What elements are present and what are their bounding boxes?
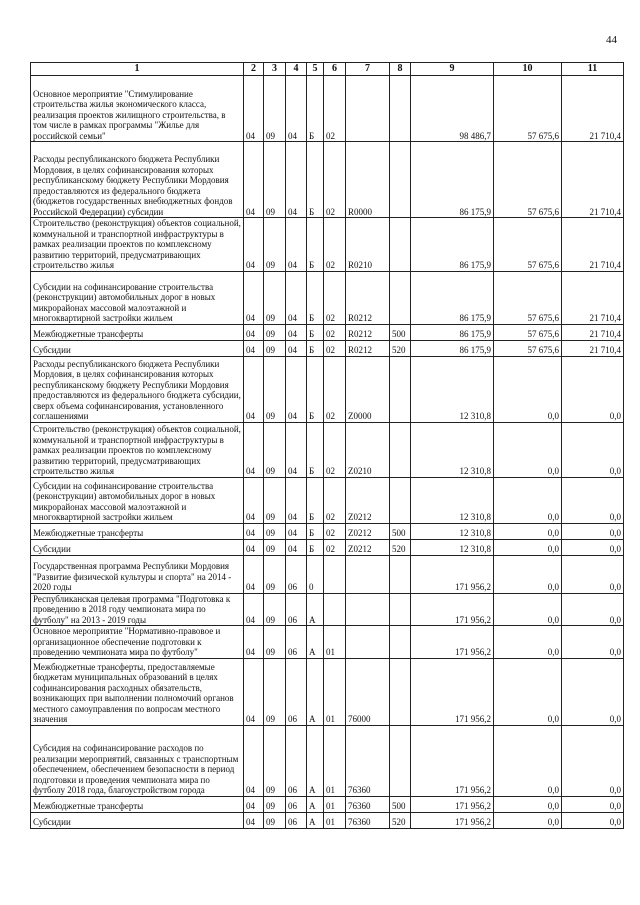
code-col-7: R0212 bbox=[346, 324, 390, 340]
code-col-8: 520 bbox=[390, 340, 411, 356]
amount-col-10: 0,0 bbox=[494, 422, 562, 477]
row-name: Субсидии на софинансирование строительства (реконструкции) автомобильных дорог в новых микрорайонах массовой малоэтажной и многоквартирной застройки жильем bbox=[31, 271, 244, 324]
code-col-4: 04 bbox=[286, 324, 307, 340]
code-col-2: 04 bbox=[244, 555, 264, 593]
code-col-3: 09 bbox=[264, 626, 286, 659]
code-col-8 bbox=[390, 626, 411, 659]
code-col-6: 01 bbox=[324, 725, 346, 796]
amount-col-11: 0,0 bbox=[562, 422, 624, 477]
budget-table bbox=[30, 62, 624, 829]
code-col-3: 09 bbox=[264, 324, 286, 340]
code-col-2: 04 bbox=[244, 725, 264, 796]
column-header-3: 3 bbox=[264, 63, 286, 76]
code-col-3: 09 bbox=[264, 555, 286, 593]
code-col-5: Б bbox=[307, 356, 324, 422]
code-col-7: R0000 bbox=[346, 142, 390, 218]
code-col-6: 01 bbox=[324, 626, 346, 659]
code-col-7: Z0210 bbox=[346, 422, 390, 477]
code-col-3: 09 bbox=[264, 142, 286, 218]
row-name: Субсидия на софинансирование расходов по реализации мероприятий, связанных с транспортным обеспечением, обеспечением безопасности в период подготовки и проведения чемпионата мира по футболу 2018 года, благоустройством города bbox=[31, 725, 244, 796]
column-header-6: 6 bbox=[324, 63, 346, 76]
code-col-5: Б bbox=[307, 340, 324, 356]
code-col-4: 04 bbox=[286, 271, 307, 324]
header-row bbox=[31, 63, 624, 76]
amount-col-11: 0,0 bbox=[562, 593, 624, 626]
row-name: Межбюджетные трансферты bbox=[31, 796, 244, 812]
code-col-7: 76360 bbox=[346, 812, 390, 828]
column-header-1: 1 bbox=[31, 63, 244, 76]
amount-col-9: 171 956,2 bbox=[411, 626, 494, 659]
table-row bbox=[31, 422, 624, 477]
code-col-8 bbox=[390, 218, 411, 272]
code-col-2: 04 bbox=[244, 356, 264, 422]
code-col-2: 04 bbox=[244, 812, 264, 828]
code-col-3: 09 bbox=[264, 340, 286, 356]
code-col-6: 01 bbox=[324, 658, 346, 725]
amount-col-11: 21 710,4 bbox=[562, 142, 624, 218]
amount-col-9: 171 956,2 bbox=[411, 796, 494, 812]
code-col-4: 06 bbox=[286, 555, 307, 593]
code-col-7: Z0000 bbox=[346, 356, 390, 422]
column-header-5: 5 bbox=[307, 63, 324, 76]
row-name: Межбюджетные трансферты bbox=[31, 523, 244, 539]
amount-col-9: 171 956,2 bbox=[411, 658, 494, 725]
amount-col-9: 86 175,9 bbox=[411, 340, 494, 356]
code-col-5: Б bbox=[307, 218, 324, 272]
code-col-6: 02 bbox=[324, 523, 346, 539]
amount-col-11: 0,0 bbox=[562, 539, 624, 555]
code-col-5: А bbox=[307, 593, 324, 626]
code-col-3: 09 bbox=[264, 593, 286, 626]
amount-col-10: 57 675,6 bbox=[494, 142, 562, 218]
code-col-3: 09 bbox=[264, 523, 286, 539]
code-col-8 bbox=[390, 422, 411, 477]
code-col-2: 04 bbox=[244, 340, 264, 356]
code-col-5: Б bbox=[307, 477, 324, 523]
amount-col-9: 98 486,7 bbox=[411, 76, 494, 142]
code-col-8 bbox=[390, 725, 411, 796]
code-col-6: 02 bbox=[324, 218, 346, 272]
table-row bbox=[31, 796, 624, 812]
code-col-6: 01 bbox=[324, 796, 346, 812]
code-col-5: Б bbox=[307, 76, 324, 142]
code-col-7: R0212 bbox=[346, 340, 390, 356]
code-col-5: А bbox=[307, 658, 324, 725]
amount-col-10: 57 675,6 bbox=[494, 324, 562, 340]
amount-col-11: 0,0 bbox=[562, 796, 624, 812]
code-col-4: 06 bbox=[286, 658, 307, 725]
code-col-4: 06 bbox=[286, 796, 307, 812]
table-row bbox=[31, 271, 624, 324]
code-col-3: 09 bbox=[264, 271, 286, 324]
code-col-7: Z0212 bbox=[346, 477, 390, 523]
column-header-2: 2 bbox=[244, 63, 264, 76]
amount-col-10: 0,0 bbox=[494, 539, 562, 555]
table-row bbox=[31, 812, 624, 828]
code-col-2: 04 bbox=[244, 477, 264, 523]
code-col-7: 76360 bbox=[346, 725, 390, 796]
amount-col-11: 21 710,4 bbox=[562, 340, 624, 356]
table-row bbox=[31, 626, 624, 659]
amount-col-11: 0,0 bbox=[562, 523, 624, 539]
amount-col-10: 57 675,6 bbox=[494, 271, 562, 324]
amount-col-9: 12 310,8 bbox=[411, 356, 494, 422]
amount-col-11: 0,0 bbox=[562, 555, 624, 593]
code-col-5: А bbox=[307, 725, 324, 796]
code-col-4: 06 bbox=[286, 626, 307, 659]
table-row bbox=[31, 324, 624, 340]
code-col-6 bbox=[324, 555, 346, 593]
row-name: Расходы республиканского бюджета Республики Мордовия, в целях софинансирования которых республиканскому бюджету Республики Мордовия предоставляются из федерального бюджета (бюджетов государственных внебюджетных фондов Российской Федерации) субсидии bbox=[31, 142, 244, 218]
amount-col-11: 0,0 bbox=[562, 477, 624, 523]
code-col-5: А bbox=[307, 796, 324, 812]
table-row bbox=[31, 76, 624, 142]
code-col-4: 04 bbox=[286, 356, 307, 422]
table-row bbox=[31, 539, 624, 555]
code-col-7: R0212 bbox=[346, 271, 390, 324]
amount-col-9: 12 310,8 bbox=[411, 422, 494, 477]
code-col-4: 04 bbox=[286, 523, 307, 539]
code-col-3: 09 bbox=[264, 218, 286, 272]
amount-col-10: 0,0 bbox=[494, 555, 562, 593]
amount-col-9: 12 310,8 bbox=[411, 539, 494, 555]
code-col-4: 04 bbox=[286, 142, 307, 218]
amount-col-11: 21 710,4 bbox=[562, 271, 624, 324]
code-col-2: 04 bbox=[244, 218, 264, 272]
code-col-3: 09 bbox=[264, 76, 286, 142]
code-col-2: 04 bbox=[244, 271, 264, 324]
code-col-5: Б bbox=[307, 523, 324, 539]
table-row bbox=[31, 555, 624, 593]
amount-col-9: 171 956,2 bbox=[411, 725, 494, 796]
row-name: Расходы республиканского бюджета Республики Мордовия, в целях софинансирования которых республиканскому бюджету Республики Мордовия предоставляются из федерального бюджета субсидии, сверх объема софинансирования, установленного соглашениями bbox=[31, 356, 244, 422]
code-col-8: 500 bbox=[390, 324, 411, 340]
code-col-5: Б bbox=[307, 142, 324, 218]
amount-col-10: 0,0 bbox=[494, 356, 562, 422]
code-col-7: Z0212 bbox=[346, 539, 390, 555]
amount-col-9: 86 175,9 bbox=[411, 324, 494, 340]
code-col-7 bbox=[346, 626, 390, 659]
code-col-8: 500 bbox=[390, 523, 411, 539]
code-col-2: 04 bbox=[244, 593, 264, 626]
row-name: Республиканская целевая программа "Подготовка к проведению в 2018 году чемпионата мира по футболу" на 2013 - 2019 годы bbox=[31, 593, 244, 626]
code-col-5: Б bbox=[307, 324, 324, 340]
code-col-7: Z0212 bbox=[346, 523, 390, 539]
row-name: Строительство (реконструкция) объектов социальной, коммунальной и транспортной инфраструктуры в рамках реализации проектов по комплексному развитию территорий, предусматривающих строительство жилья bbox=[31, 422, 244, 477]
code-col-6: 02 bbox=[324, 271, 346, 324]
column-header-11: 11 bbox=[562, 63, 624, 76]
amount-col-11: 0,0 bbox=[562, 812, 624, 828]
code-col-7 bbox=[346, 76, 390, 142]
code-col-7 bbox=[346, 555, 390, 593]
amount-col-9: 171 956,2 bbox=[411, 593, 494, 626]
amount-col-9: 12 310,8 bbox=[411, 523, 494, 539]
code-col-7 bbox=[346, 593, 390, 626]
amount-col-11: 21 710,4 bbox=[562, 76, 624, 142]
table-row bbox=[31, 523, 624, 539]
row-name: Субсидии на софинансирование строительства (реконструкции) автомобильных дорог в новых микрорайонах массовой малоэтажной и многоквартирной застройки жильем bbox=[31, 477, 244, 523]
amount-col-9: 171 956,2 bbox=[411, 555, 494, 593]
code-col-8 bbox=[390, 658, 411, 725]
code-col-5: А bbox=[307, 626, 324, 659]
table-row bbox=[31, 725, 624, 796]
code-col-8: 500 bbox=[390, 796, 411, 812]
code-col-2: 04 bbox=[244, 658, 264, 725]
code-col-2: 04 bbox=[244, 324, 264, 340]
row-name: Межбюджетные трансферты, предоставляемые бюджетам муниципальных образований в целях софинансирования расходных обязательств, возникающих при выполнении полномочий органов местного самоуправления по вопросам местного значения bbox=[31, 658, 244, 725]
code-col-6: 02 bbox=[324, 324, 346, 340]
table-row bbox=[31, 218, 624, 272]
amount-col-11: 0,0 bbox=[562, 658, 624, 725]
code-col-4: 06 bbox=[286, 593, 307, 626]
code-col-2: 04 bbox=[244, 539, 264, 555]
code-col-4: 04 bbox=[286, 340, 307, 356]
code-col-8 bbox=[390, 356, 411, 422]
code-col-4: 06 bbox=[286, 812, 307, 828]
table-row bbox=[31, 340, 624, 356]
code-col-7: 76000 bbox=[346, 658, 390, 725]
code-col-4: 04 bbox=[286, 539, 307, 555]
code-col-8 bbox=[390, 76, 411, 142]
code-col-6: 02 bbox=[324, 539, 346, 555]
column-header-10: 10 bbox=[494, 63, 562, 76]
code-col-3: 09 bbox=[264, 725, 286, 796]
code-col-3: 09 bbox=[264, 422, 286, 477]
amount-col-11: 0,0 bbox=[562, 356, 624, 422]
column-header-4: 4 bbox=[286, 63, 307, 76]
page-number: 44 bbox=[606, 34, 617, 46]
amount-col-10: 0,0 bbox=[494, 523, 562, 539]
code-col-2: 04 bbox=[244, 422, 264, 477]
code-col-8: 520 bbox=[390, 539, 411, 555]
code-col-2: 04 bbox=[244, 76, 264, 142]
code-col-3: 09 bbox=[264, 539, 286, 555]
code-col-8 bbox=[390, 555, 411, 593]
amount-col-11: 21 710,4 bbox=[562, 218, 624, 272]
amount-col-10: 0,0 bbox=[494, 658, 562, 725]
row-name: Основное мероприятие "Стимулирование строительства жилья экономического класса, реализация проектов жилищного строительства, в том числе в рамках программы "Жилье для российской семьи" bbox=[31, 76, 244, 142]
row-name: Основное мероприятие "Нормативно-правовое и организационное обеспечение подготовки к проведению чемпионата мира по футболу" bbox=[31, 626, 244, 659]
code-col-4: 06 bbox=[286, 725, 307, 796]
code-col-8 bbox=[390, 593, 411, 626]
code-col-5: Б bbox=[307, 271, 324, 324]
code-col-5: Б bbox=[307, 539, 324, 555]
code-col-4: 04 bbox=[286, 422, 307, 477]
table-body bbox=[31, 76, 624, 829]
code-col-5: Б bbox=[307, 422, 324, 477]
code-col-2: 04 bbox=[244, 142, 264, 218]
code-col-2: 04 bbox=[244, 626, 264, 659]
code-col-4: 04 bbox=[286, 218, 307, 272]
table-row bbox=[31, 356, 624, 422]
code-col-8 bbox=[390, 477, 411, 523]
code-col-6: 02 bbox=[324, 477, 346, 523]
amount-col-10: 0,0 bbox=[494, 626, 562, 659]
amount-col-10: 57 675,6 bbox=[494, 218, 562, 272]
code-col-7: R0210 bbox=[346, 218, 390, 272]
amount-col-10: 57 675,6 bbox=[494, 340, 562, 356]
code-col-4: 04 bbox=[286, 477, 307, 523]
table-row bbox=[31, 142, 624, 218]
amount-col-9: 171 956,2 bbox=[411, 812, 494, 828]
code-col-6: 02 bbox=[324, 340, 346, 356]
code-col-4: 04 bbox=[286, 76, 307, 142]
code-col-5: А bbox=[307, 812, 324, 828]
amount-col-10: 0,0 bbox=[494, 796, 562, 812]
code-col-8: 520 bbox=[390, 812, 411, 828]
code-col-3: 09 bbox=[264, 796, 286, 812]
code-col-6 bbox=[324, 593, 346, 626]
code-col-5: 0 bbox=[307, 555, 324, 593]
column-header-7: 7 bbox=[346, 63, 390, 76]
row-name: Межбюджетные трансферты bbox=[31, 324, 244, 340]
row-name: Государственная программа Республики Мордовия "Развитие физической культуры и спорта" на 2014 - 2020 годы bbox=[31, 555, 244, 593]
amount-col-11: 21 710,4 bbox=[562, 324, 624, 340]
code-col-6: 01 bbox=[324, 812, 346, 828]
code-col-3: 09 bbox=[264, 477, 286, 523]
code-col-8 bbox=[390, 142, 411, 218]
row-name: Субсидии bbox=[31, 812, 244, 828]
code-col-3: 09 bbox=[264, 658, 286, 725]
table-row bbox=[31, 477, 624, 523]
amount-col-9: 86 175,9 bbox=[411, 271, 494, 324]
code-col-2: 04 bbox=[244, 796, 264, 812]
code-col-6: 02 bbox=[324, 142, 346, 218]
row-name: Субсидии bbox=[31, 340, 244, 356]
amount-col-10: 0,0 bbox=[494, 812, 562, 828]
table-row bbox=[31, 658, 624, 725]
amount-col-9: 86 175,9 bbox=[411, 142, 494, 218]
amount-col-9: 12 310,8 bbox=[411, 477, 494, 523]
column-header-8: 8 bbox=[390, 63, 411, 76]
code-col-3: 09 bbox=[264, 356, 286, 422]
code-col-8 bbox=[390, 271, 411, 324]
code-col-7: 76360 bbox=[346, 796, 390, 812]
amount-col-10: 57 675,6 bbox=[494, 76, 562, 142]
code-col-2: 04 bbox=[244, 523, 264, 539]
amount-col-11: 0,0 bbox=[562, 626, 624, 659]
amount-col-10: 0,0 bbox=[494, 725, 562, 796]
amount-col-10: 0,0 bbox=[494, 477, 562, 523]
column-header-9: 9 bbox=[411, 63, 494, 76]
table-row bbox=[31, 593, 624, 626]
code-col-6: 02 bbox=[324, 76, 346, 142]
amount-col-9: 86 175,9 bbox=[411, 218, 494, 272]
row-name: Субсидии bbox=[31, 539, 244, 555]
code-col-6: 02 bbox=[324, 422, 346, 477]
code-col-6: 02 bbox=[324, 356, 346, 422]
row-name: Строительство (реконструкция) объектов социальной, коммунальной и транспортной инфраструктуры в рамках реализации проектов по комплексному развитию территорий, предусматривающих строительство жилья bbox=[31, 218, 244, 272]
amount-col-11: 0,0 bbox=[562, 725, 624, 796]
code-col-3: 09 bbox=[264, 812, 286, 828]
amount-col-10: 0,0 bbox=[494, 593, 562, 626]
